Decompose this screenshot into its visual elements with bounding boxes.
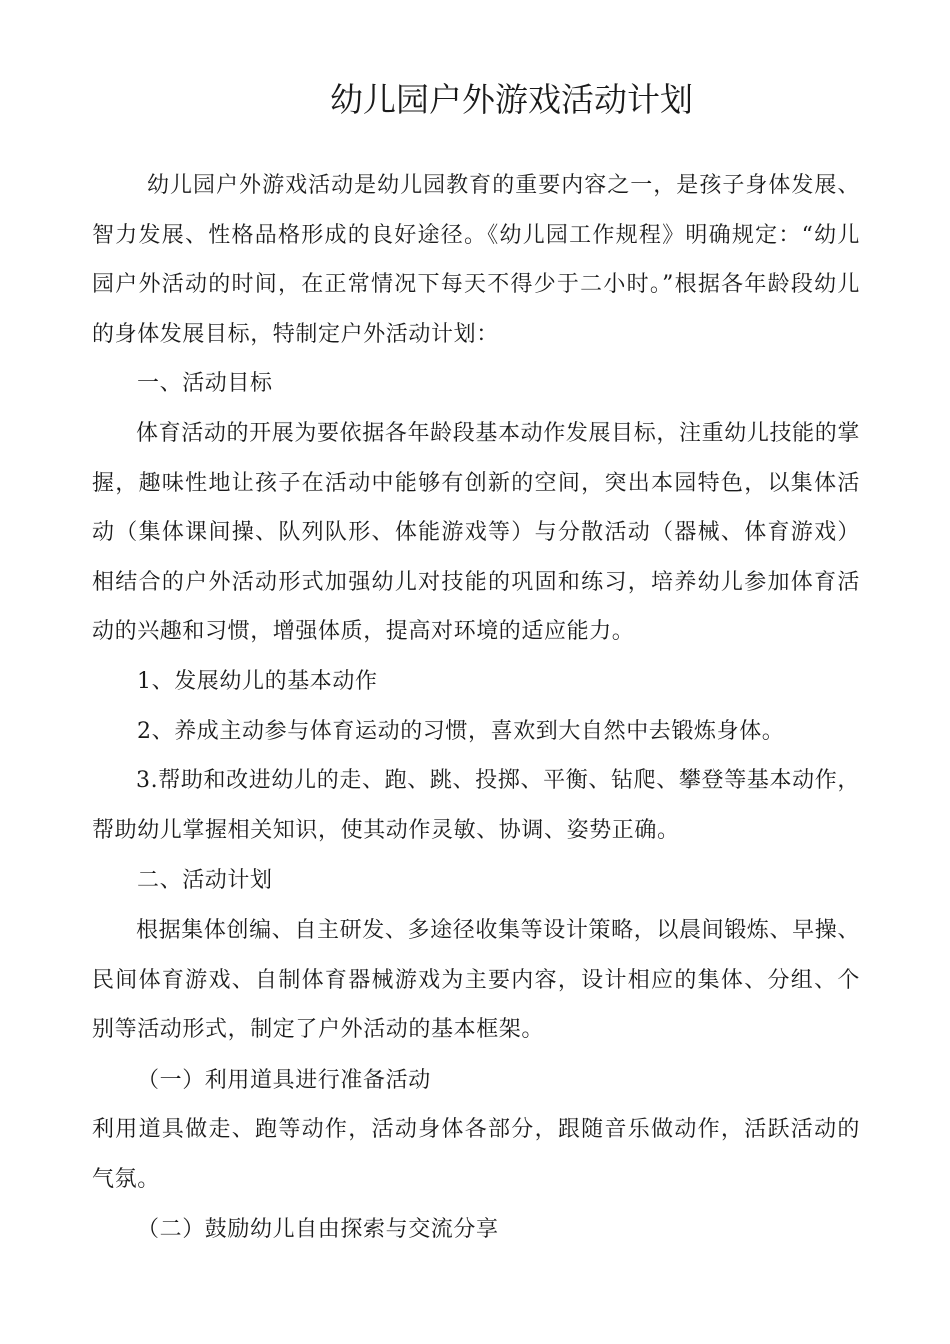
goal-item-1: 1、发展幼儿的基本动作 xyxy=(137,669,378,694)
goal-item-3: 3.帮助和改进幼儿的走、跑、跳、投掷、平衡、钻爬、攀登等基本动作，帮助幼儿掌握相关知识，使其动作灵敏、协调、姿势正确。 xyxy=(92,768,860,843)
section-heading-plan: 二、活动计划 xyxy=(137,868,273,893)
document-title: 幼儿园户外游戏活动计划 xyxy=(330,80,693,119)
subsection-heading-1: （一）利用道具进行准备活动 xyxy=(137,1068,431,1093)
section-heading-goals: 一、活动目标 xyxy=(137,371,273,396)
goals-paragraph: 体育活动的开展为要依据各年龄段基本动作发展目标，注重幼儿技能的掌握，趣味性地让孩子在活动中能够有创新的空间，突出本园特色，以集体活动（集体课间操、队列队形、体能游戏等）与分散活动（器械、体育游戏）相结合的户外活动形式加强幼儿对技能的巩固和练习，培养幼儿参加体育活动的兴趣和习惯，增强体质，提高对环境的适应能力。 xyxy=(92,421,860,644)
goal-item-2: 2、养成主动参与体育运动的习惯，喜欢到大自然中去锻炼身体。 xyxy=(137,719,785,744)
intro-paragraph: 幼儿园户外游戏活动是幼儿园教育的重要内容之一，是孩子身体发展、智力发展、性格品格形成的良好途径。《幼儿园工作规程》明确规定：“幼儿园户外活动的时间，在正常情况下每天不得少于二小时。”根据各年龄段幼儿的身体发展目标，特制定户外活动计划： xyxy=(92,173,860,347)
subsection-heading-2: （二）鼓励幼儿自由探索与交流分享 xyxy=(137,1217,499,1242)
subsection-paragraph-1: 利用道具做走、跑等动作，活动身体各部分，跟随音乐做动作，活跃活动的气氛。 xyxy=(92,1117,860,1192)
plan-paragraph: 根据集体创编、自主研发、多途径收集等设计策略，以晨间锻炼、早操、民间体育游戏、自制体育器械游戏为主要内容，设计相应的集体、分组、个别等活动形式，制定了户外活动的基本框架。 xyxy=(92,918,860,1042)
